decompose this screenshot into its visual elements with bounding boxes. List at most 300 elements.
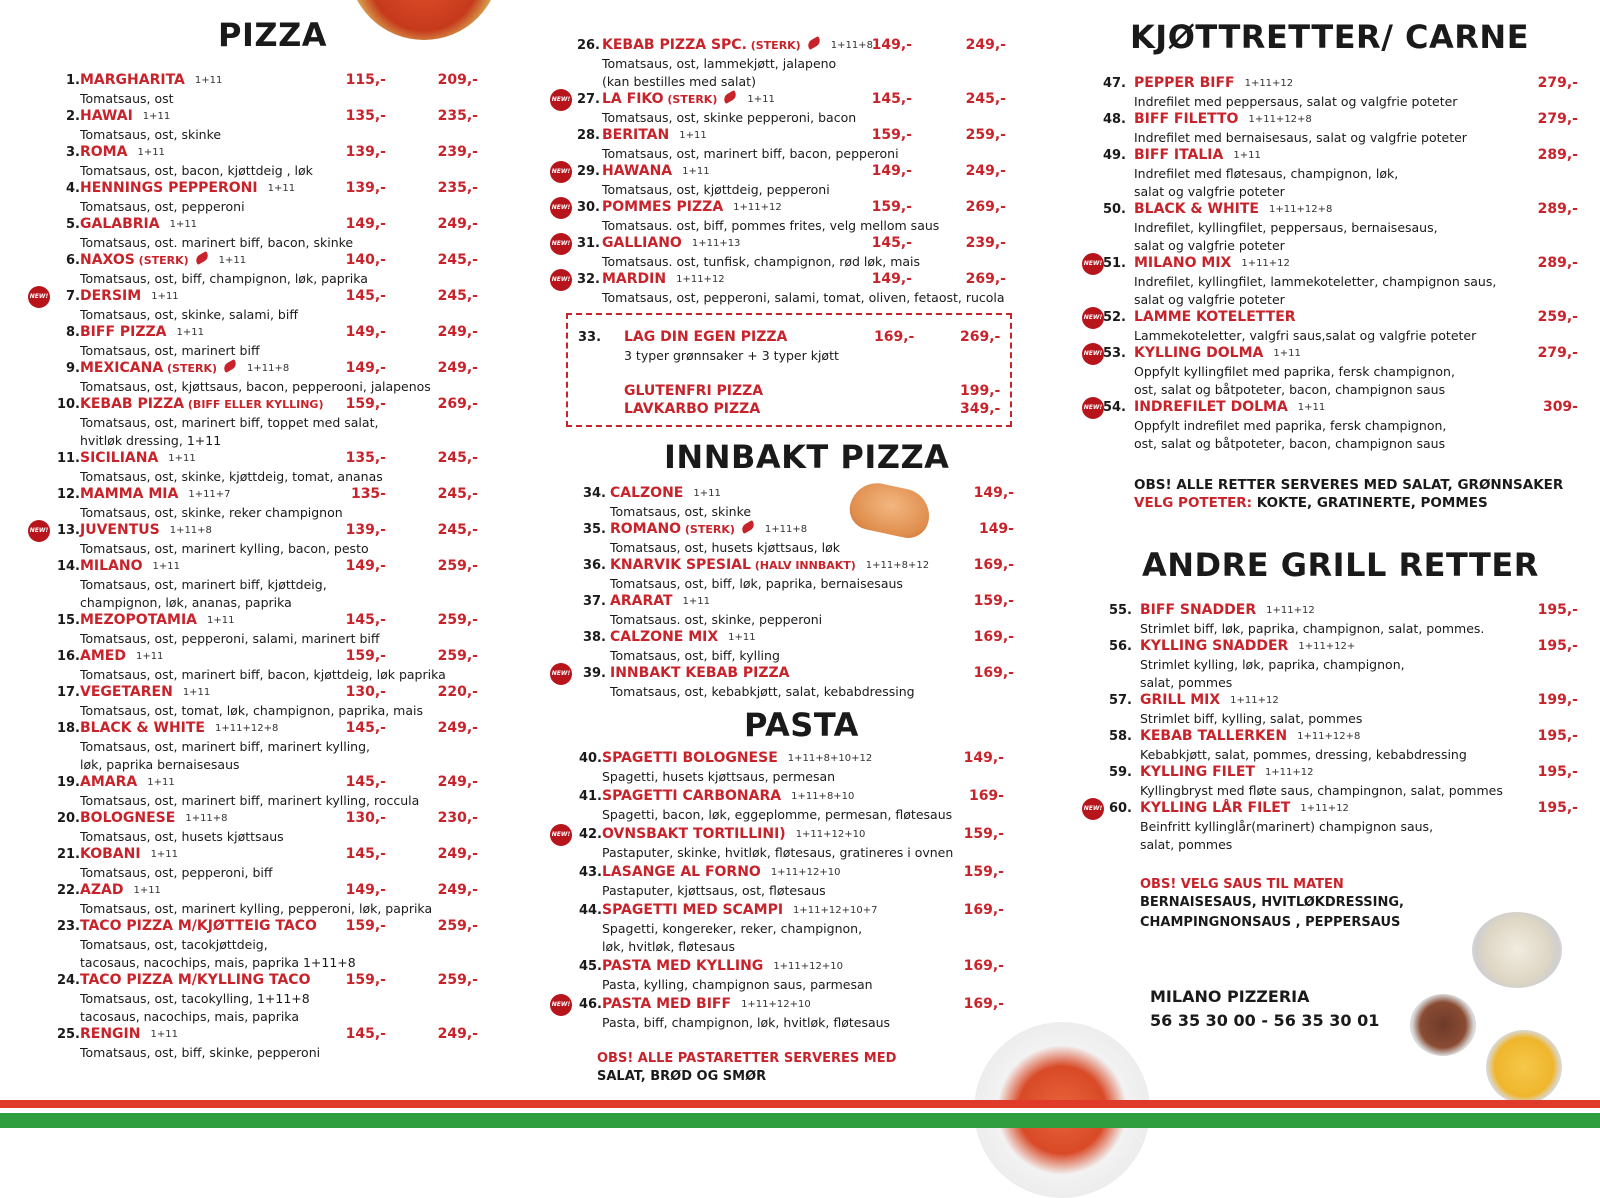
item-description: Tomatsaus, ost, skinke pepperoni, bacon bbox=[602, 110, 857, 125]
allergen-codes: 1+11 bbox=[1297, 402, 1326, 413]
item-title: BOLOGNESE bbox=[80, 810, 176, 826]
menu-item bbox=[550, 958, 1010, 994]
pasta-note-1: OBS! ALLE PASTARETTER SERVERES MED bbox=[597, 1051, 897, 1066]
menu-item bbox=[28, 72, 508, 108]
item-number: 41. bbox=[578, 789, 602, 804]
menu-item bbox=[550, 996, 1010, 1032]
item-title: TACO PIZZA M/KJØTTEIG TACO bbox=[80, 918, 317, 934]
item-number: 40. bbox=[578, 751, 602, 766]
allergen-codes: 1+11+12+ bbox=[1298, 641, 1356, 652]
item-number: 52. bbox=[1102, 310, 1126, 325]
new-badge: NEW! bbox=[28, 286, 50, 308]
price-large: 259,- bbox=[437, 558, 478, 574]
item-number: 50. bbox=[1102, 202, 1126, 217]
item-title: AZAD bbox=[80, 882, 124, 898]
menu-item bbox=[1082, 764, 1582, 800]
item-description: ost, salat og båtpoteter, bacon, champignon saus bbox=[1134, 436, 1446, 451]
item-description: Tomatsaus, ost, tacokylling, 1+11+8 bbox=[80, 991, 310, 1006]
item-description: Strimlet biff, kylling, salat, pommes bbox=[1140, 711, 1363, 726]
item-name bbox=[1134, 147, 1261, 163]
item-description: Tomatsaus. ost, skinke, pepperoni bbox=[610, 612, 823, 627]
restaurant-name: MILANO PIZZERIA bbox=[1150, 987, 1310, 1006]
item-name bbox=[1134, 345, 1301, 361]
item-description: Tomatsaus, ost, marinert kylling, pepperoni, løk, paprika bbox=[80, 901, 433, 916]
item-title: MILANO MIX bbox=[1134, 255, 1232, 271]
price-small: 289,- bbox=[1537, 201, 1578, 217]
item-description: salat, pommes bbox=[1140, 675, 1233, 690]
price-small: 169,- bbox=[963, 902, 1004, 918]
allergen-codes: 1+11 bbox=[682, 166, 710, 177]
menu-item bbox=[1082, 111, 1582, 147]
menu-item bbox=[28, 1026, 508, 1062]
item-name bbox=[80, 846, 178, 862]
item-name bbox=[80, 396, 323, 412]
menu-item bbox=[28, 450, 508, 486]
item-name bbox=[80, 810, 228, 826]
price-small: 145,- bbox=[345, 612, 386, 628]
allergen-codes: 1+11 bbox=[182, 687, 211, 698]
menu-item bbox=[1082, 602, 1582, 638]
price-large: 259,- bbox=[437, 918, 478, 934]
item-description: Kebabkjøtt, salat, pommes, dressing, kebabdressing bbox=[1140, 747, 1467, 762]
price-small: 145,- bbox=[345, 720, 386, 736]
item-number: 14. bbox=[56, 559, 80, 574]
item-number: 17. bbox=[56, 685, 80, 700]
price-small: 309- bbox=[1542, 399, 1578, 415]
price-large: 249,- bbox=[437, 324, 478, 340]
item-number: 37. bbox=[582, 594, 606, 609]
price-large: 235,- bbox=[437, 180, 478, 196]
innbakt-title: INNBAKT PIZZA bbox=[664, 438, 950, 476]
allergen-codes: 1+11+12 bbox=[1244, 78, 1294, 89]
gluten-free-label: GLUTENFRI PIZZA bbox=[624, 383, 764, 399]
price-large: 245,- bbox=[437, 288, 478, 304]
item-title: KYLLING FILET bbox=[1140, 764, 1255, 780]
grill-note-3: CHAMPINGNONSAUS , PEPPERSAUS bbox=[1140, 915, 1401, 930]
allergen-codes: 1+11 bbox=[679, 130, 707, 141]
item-title: ARARAT bbox=[610, 593, 673, 609]
item-number: 9. bbox=[66, 361, 80, 376]
new-badge: NEW! bbox=[1082, 397, 1104, 419]
item-description: Kyllingbryst med fløte saus, champingnon, salat, pommes bbox=[1140, 783, 1503, 798]
allergen-codes: 1+11+12 bbox=[1230, 695, 1279, 706]
item-description: Pastaputer, kjøttsaus, ost, fløtesaus bbox=[602, 883, 826, 898]
price-large: 239,- bbox=[437, 144, 478, 160]
item-description: Tomatsaus, ost, pepperoni, biff bbox=[80, 865, 273, 880]
item-description: Tomatsaus, ost, skinke, salami, biff bbox=[80, 307, 298, 322]
item-title: ROMA bbox=[80, 144, 128, 160]
menu-item bbox=[28, 846, 508, 882]
allergen-codes: 1+11+8 bbox=[185, 813, 228, 824]
allergen-codes: 1+11+8+12 bbox=[865, 560, 930, 571]
item-number: 16. bbox=[56, 649, 80, 664]
item-title: KYLLING SNADDER bbox=[1140, 638, 1289, 654]
item-name bbox=[602, 902, 877, 918]
item-description: Tomatsaus, ost, skinke, reker champignon bbox=[80, 505, 343, 520]
allergen-codes: 1+11 bbox=[728, 632, 756, 643]
item-name bbox=[1140, 692, 1279, 708]
item-name bbox=[602, 235, 740, 251]
item-description: tacosaus, nacochips, mais, paprika 1+11+8 bbox=[80, 955, 356, 970]
item-description: Indrefilet, kyllingfilet, lammekoteletter, champignon saus, bbox=[1134, 274, 1497, 289]
item-name bbox=[80, 972, 310, 988]
item-title: VEGETAREN bbox=[80, 684, 173, 700]
menu-item bbox=[1082, 638, 1582, 692]
item-number: 22. bbox=[56, 883, 80, 898]
item-description: salat og valgfrie poteter bbox=[1134, 292, 1285, 307]
item-title: OVNSBAKT TORTILLINI) bbox=[602, 826, 786, 842]
menu-item bbox=[548, 91, 1028, 127]
menu-item bbox=[548, 37, 1028, 91]
item-description: Oppfylt kyllingfilet med paprika, fersk champignon, bbox=[1134, 364, 1455, 379]
item-title: POMMES PIZZA bbox=[602, 199, 724, 215]
menu-item bbox=[28, 108, 508, 144]
allergen-codes: 1+11+8 bbox=[169, 525, 212, 536]
allergen-codes: 1+11+12+8 bbox=[1297, 731, 1361, 742]
pasta-note-2: SALAT, BRØD OG SMØR bbox=[597, 1069, 767, 1084]
item-description: Tomatsaus, ost, marinert biff, kjøttdeig, bbox=[80, 577, 327, 592]
item-title: KEBAB PIZZA SPC. bbox=[602, 37, 747, 53]
allergen-codes: 1+11 bbox=[267, 183, 296, 194]
menu-item bbox=[550, 750, 1010, 786]
item-number: 43. bbox=[578, 865, 602, 880]
item-title: AMARA bbox=[80, 774, 138, 790]
item-description: Indrefilet med peppersaus, salat og valgfrie poteter bbox=[1134, 94, 1458, 109]
price-small: 279,- bbox=[1537, 345, 1578, 361]
new-badge: NEW! bbox=[550, 89, 572, 111]
item-description: Tomatsaus, ost, biff, løk, paprika, bernaisesaus bbox=[610, 576, 903, 591]
item-name bbox=[80, 720, 278, 736]
item-number: 60. bbox=[1108, 801, 1132, 816]
price-small: 169,- bbox=[963, 958, 1004, 974]
menu-item bbox=[1082, 147, 1582, 201]
price-large: 245,- bbox=[437, 450, 478, 466]
new-badge: NEW! bbox=[1082, 343, 1104, 365]
menu-item bbox=[28, 324, 508, 360]
item-title: SICILIANA bbox=[80, 450, 159, 466]
item-title: HENNINGS PEPPERONI bbox=[80, 180, 258, 196]
price-large: 230,- bbox=[437, 810, 478, 826]
item-description: champignon, løk, ananas, paprika bbox=[80, 595, 292, 610]
item-name bbox=[80, 882, 161, 898]
item-name bbox=[602, 750, 872, 766]
menu-item bbox=[548, 127, 1028, 163]
price-small: 149,- bbox=[871, 163, 912, 179]
item-title: INDREFILET DOLMA bbox=[1134, 399, 1288, 415]
menu-item bbox=[560, 485, 1020, 521]
grill-note-2: BERNAISESAUS, HVITLØKDRESSING, bbox=[1140, 895, 1404, 910]
menu-item bbox=[28, 882, 508, 918]
kjott-note-1: OBS! ALLE RETTER SERVERES MED SALAT, GRØNNSAKER bbox=[1134, 477, 1564, 493]
item-number: 31. bbox=[576, 236, 600, 251]
item-tag: (BIFF ELLER KYLLING) bbox=[184, 398, 324, 411]
grill-note-1: OBS! VELG SAUS TIL MATEN bbox=[1140, 877, 1344, 892]
box-number: 33. bbox=[578, 330, 602, 345]
item-name bbox=[80, 360, 289, 376]
item-title: KEBAB PIZZA bbox=[80, 396, 185, 412]
item-title: KNARVIK SPESIAL bbox=[610, 557, 751, 573]
item-tag: (STERK) bbox=[163, 362, 217, 375]
item-number: 19. bbox=[56, 775, 80, 790]
price-small: 145,- bbox=[345, 288, 386, 304]
allergen-codes: 1+11+12 bbox=[1241, 258, 1290, 269]
menu-item bbox=[28, 774, 508, 810]
item-title: SPAGETTI BOLOGNESE bbox=[602, 750, 778, 766]
item-name bbox=[80, 522, 212, 538]
menu-item bbox=[28, 684, 508, 720]
item-number: 29. bbox=[576, 164, 600, 179]
new-badge: NEW! bbox=[550, 161, 572, 183]
menu-item bbox=[28, 360, 508, 396]
item-title: PEPPER BIFF bbox=[1134, 75, 1235, 91]
item-name bbox=[1140, 638, 1355, 654]
item-number: 11. bbox=[56, 451, 80, 466]
price-small: 195,- bbox=[1537, 602, 1578, 618]
allergen-codes: 1+11 bbox=[137, 147, 165, 158]
item-title: BLACK & WHITE bbox=[1134, 201, 1259, 217]
item-number: 51. bbox=[1102, 256, 1126, 271]
price-small: 169,- bbox=[973, 557, 1014, 573]
item-name bbox=[1140, 728, 1360, 744]
item-description: Tomatsaus, ost, kjøttsaus, bacon, pepperooni, jalapenos bbox=[80, 379, 431, 394]
pasta-title: PASTA bbox=[744, 706, 859, 744]
price-small: 135,- bbox=[345, 450, 386, 466]
item-name bbox=[1134, 399, 1325, 415]
new-badge: NEW! bbox=[550, 233, 572, 255]
item-number: 7. bbox=[66, 289, 80, 304]
item-title: AMED bbox=[80, 648, 126, 664]
price-large: 269,- bbox=[437, 396, 478, 412]
item-title: MARDIN bbox=[602, 271, 667, 287]
price-small: 139,- bbox=[345, 522, 386, 538]
item-name bbox=[80, 216, 197, 232]
cheese-bowl-image bbox=[1486, 1030, 1562, 1104]
item-number: 8. bbox=[66, 325, 80, 340]
pizza-title: PIZZA bbox=[218, 16, 328, 54]
item-description: Tomatsaus. ost, biff, pommes frites, velg mellom saus bbox=[602, 218, 940, 233]
item-name bbox=[602, 864, 841, 880]
item-title: DERSIM bbox=[80, 288, 142, 304]
item-number: 35. bbox=[582, 522, 606, 537]
price-small: 149,- bbox=[345, 216, 386, 232]
item-title: GRILL MIX bbox=[1140, 692, 1221, 708]
item-number: 36. bbox=[582, 558, 606, 573]
menu-item bbox=[560, 521, 1020, 557]
chili-icon bbox=[194, 251, 210, 265]
item-description: Tomatsaus, ost, marinert biff, marinert kylling, bbox=[80, 739, 371, 754]
price-small: 149,- bbox=[345, 360, 386, 376]
price-large: 249,- bbox=[965, 37, 1006, 53]
item-name bbox=[602, 788, 854, 804]
item-title: KEBAB TALLERKEN bbox=[1140, 728, 1288, 744]
item-title: BIFF PIZZA bbox=[80, 324, 167, 340]
item-title: ROMANO bbox=[610, 521, 682, 537]
item-description: Spagetti, husets kjøttsaus, permesan bbox=[602, 769, 836, 784]
item-description: Tomatsaus, ost, pepperoni bbox=[80, 199, 245, 214]
item-description: salat, pommes bbox=[1140, 837, 1233, 852]
item-title: BERITAN bbox=[602, 127, 670, 143]
price-small: 159,- bbox=[973, 593, 1014, 609]
box-description: 3 typer grønnsaker + 3 typer kjøtt bbox=[624, 348, 839, 363]
menu-item bbox=[551, 665, 1020, 701]
item-number: 38. bbox=[582, 630, 606, 645]
price-small: 195,- bbox=[1537, 764, 1578, 780]
item-name bbox=[80, 918, 317, 934]
price-small: 195,- bbox=[1537, 638, 1578, 654]
lavkarbo-price: 349,- bbox=[960, 401, 1001, 417]
new-badge: NEW! bbox=[1082, 253, 1104, 275]
item-number: 26. bbox=[576, 38, 600, 53]
allergen-codes: 1+11 bbox=[1273, 348, 1301, 359]
allergen-codes: 1+11+8 bbox=[830, 40, 873, 51]
item-number: 21. bbox=[56, 847, 80, 862]
allergen-codes: 1+11 bbox=[682, 596, 710, 607]
item-description: Tomatsaus, ost, marinert biff bbox=[80, 343, 260, 358]
item-description: salat og valgfrie poteter bbox=[1134, 238, 1285, 253]
item-name bbox=[1134, 75, 1293, 91]
price-small: 145,- bbox=[871, 235, 912, 251]
item-number: 32. bbox=[576, 272, 600, 287]
item-number: 27. bbox=[576, 92, 600, 107]
item-description: Tomatsaus, ost, tomat, løk, champignon, paprika, mais bbox=[80, 703, 423, 718]
price-small: 149,- bbox=[345, 558, 386, 574]
item-number: 18. bbox=[56, 721, 80, 736]
item-description: Oppfylt indrefilet med paprika, fersk champignon, bbox=[1134, 418, 1447, 433]
price-small: 159,- bbox=[345, 396, 386, 412]
gluten-free-price: 199,- bbox=[960, 383, 1001, 399]
price-large: 249,- bbox=[437, 720, 478, 736]
price-large: 269,- bbox=[965, 271, 1006, 287]
menu-item bbox=[28, 288, 508, 324]
item-name bbox=[610, 485, 721, 501]
price-small: 199,- bbox=[1537, 692, 1578, 708]
price-small: 259,- bbox=[1537, 309, 1578, 325]
lavkarbo-label: LAVKARBO PIZZA bbox=[624, 401, 761, 417]
item-name bbox=[80, 1026, 178, 1042]
item-description: Strimlet biff, løk, paprika, champignon, salat, pommes. bbox=[1140, 621, 1485, 636]
item-title: BIFF ITALIA bbox=[1134, 147, 1224, 163]
item-tag: (STERK) bbox=[746, 39, 801, 52]
item-number: 53. bbox=[1102, 346, 1126, 361]
item-name bbox=[80, 558, 180, 574]
item-description: Tomatsaus, ost, bacon, kjøttdeig , løk bbox=[80, 163, 313, 178]
item-number: 45. bbox=[578, 959, 602, 974]
price-small: 145,- bbox=[345, 774, 386, 790]
price-small: 135- bbox=[350, 486, 386, 502]
item-description: Indrefilet, kyllingfilet, peppersaus, bernaisesaus, bbox=[1134, 220, 1438, 235]
allergen-codes: 1+11 bbox=[150, 849, 179, 860]
price-small: 159,- bbox=[345, 918, 386, 934]
item-name bbox=[602, 37, 873, 53]
price-small: 169,- bbox=[973, 629, 1014, 645]
item-title: MEXICANA bbox=[80, 360, 164, 376]
item-name bbox=[80, 612, 234, 628]
allergen-codes: 1+11+12+10+7 bbox=[793, 905, 878, 916]
item-description: Tomatsaus, ost, marinert kylling, bacon, pesto bbox=[80, 541, 369, 556]
item-description: løk, paprika bernaisesaus bbox=[80, 757, 240, 772]
pepper-bowl-image bbox=[1410, 994, 1476, 1056]
allergen-codes: 1+11 bbox=[218, 255, 247, 266]
allergen-codes: 1+11+12+8 bbox=[1248, 114, 1312, 125]
allergen-codes: 1+11+8+10 bbox=[791, 791, 855, 802]
price-large: 259,- bbox=[965, 127, 1006, 143]
price-large: 259,- bbox=[437, 648, 478, 664]
menu-item bbox=[28, 396, 508, 450]
price-large: 249,- bbox=[437, 774, 478, 790]
item-name bbox=[602, 958, 843, 974]
allergen-codes: 1+11+7 bbox=[188, 489, 231, 500]
item-name bbox=[80, 324, 204, 340]
item-description: Indrefilet med bernaisesaus, salat og valgfrie poteter bbox=[1134, 130, 1467, 145]
menu-item bbox=[1082, 255, 1582, 309]
price-large: 249,- bbox=[437, 216, 478, 232]
build-your-own-box bbox=[566, 313, 1012, 427]
price-small: 279,- bbox=[1537, 75, 1578, 91]
item-name bbox=[80, 288, 179, 304]
box-price-small: 169,- bbox=[874, 329, 915, 345]
menu-item bbox=[560, 557, 1020, 593]
allergen-codes: 1+11+12+10 bbox=[795, 829, 866, 840]
price-large: 249,- bbox=[437, 882, 478, 898]
item-title: MAMMA MIA bbox=[80, 486, 179, 502]
item-description: Tomatsaus, ost, marinert biff, bacon, pepperoni bbox=[602, 146, 899, 161]
item-title: LASANGE AL FORNO bbox=[602, 864, 761, 880]
menu-item bbox=[548, 163, 1028, 199]
allergen-codes: 1+11 bbox=[168, 453, 196, 464]
new-badge: NEW! bbox=[1082, 307, 1104, 329]
price-small: 159,- bbox=[963, 826, 1004, 842]
item-number: 54. bbox=[1102, 400, 1126, 415]
box-name: LAG DIN EGEN PIZZA bbox=[624, 329, 788, 345]
item-title: SPAGETTI CARBONARA bbox=[602, 788, 782, 804]
menu-item bbox=[28, 252, 508, 288]
mushroom-bowl-image bbox=[1472, 912, 1562, 988]
item-description: tacosaus, nacochips, mais, paprika bbox=[80, 1009, 299, 1024]
item-name bbox=[1140, 602, 1315, 618]
menu-item bbox=[560, 593, 1020, 629]
price-small: 139,- bbox=[345, 180, 386, 196]
price-small: 149,- bbox=[973, 485, 1014, 501]
price-small: 145,- bbox=[345, 1026, 386, 1042]
item-name bbox=[1134, 111, 1312, 127]
kjott-note-2-value: KOKTE, GRATINERTE, POMMES bbox=[1252, 495, 1488, 511]
item-title: LAMME KOTELETTER bbox=[1134, 309, 1296, 325]
menu-item bbox=[1082, 75, 1582, 111]
allergen-codes: 1+11 bbox=[152, 561, 180, 572]
item-number: 13. bbox=[56, 523, 80, 538]
price-large: 245,- bbox=[437, 522, 478, 538]
item-number: 3. bbox=[66, 145, 80, 160]
price-large: 235,- bbox=[437, 108, 478, 124]
item-description: Tomatsaus, ost bbox=[80, 91, 174, 106]
allergen-codes: 1+11+13 bbox=[691, 238, 741, 249]
item-number: 47. bbox=[1102, 76, 1126, 91]
item-number: 30. bbox=[576, 200, 600, 215]
new-badge: NEW! bbox=[550, 197, 572, 219]
item-title: CALZONE bbox=[610, 485, 684, 501]
kjott-note-2 bbox=[1134, 494, 1488, 512]
item-description: Tomatsaus, ost, skinke bbox=[80, 127, 222, 142]
menu-item bbox=[548, 199, 1028, 235]
price-large: 245,- bbox=[437, 486, 478, 502]
item-title: KYLLING DOLMA bbox=[1134, 345, 1264, 361]
new-badge: NEW! bbox=[550, 269, 572, 291]
item-name bbox=[602, 127, 707, 143]
item-name bbox=[80, 108, 170, 124]
allergen-codes: 1+11 bbox=[176, 327, 204, 338]
item-description: Tomatsaus, ost, marinert biff, bacon, kjøttdeig, løk paprika bbox=[80, 667, 446, 682]
new-badge: NEW! bbox=[550, 824, 572, 846]
